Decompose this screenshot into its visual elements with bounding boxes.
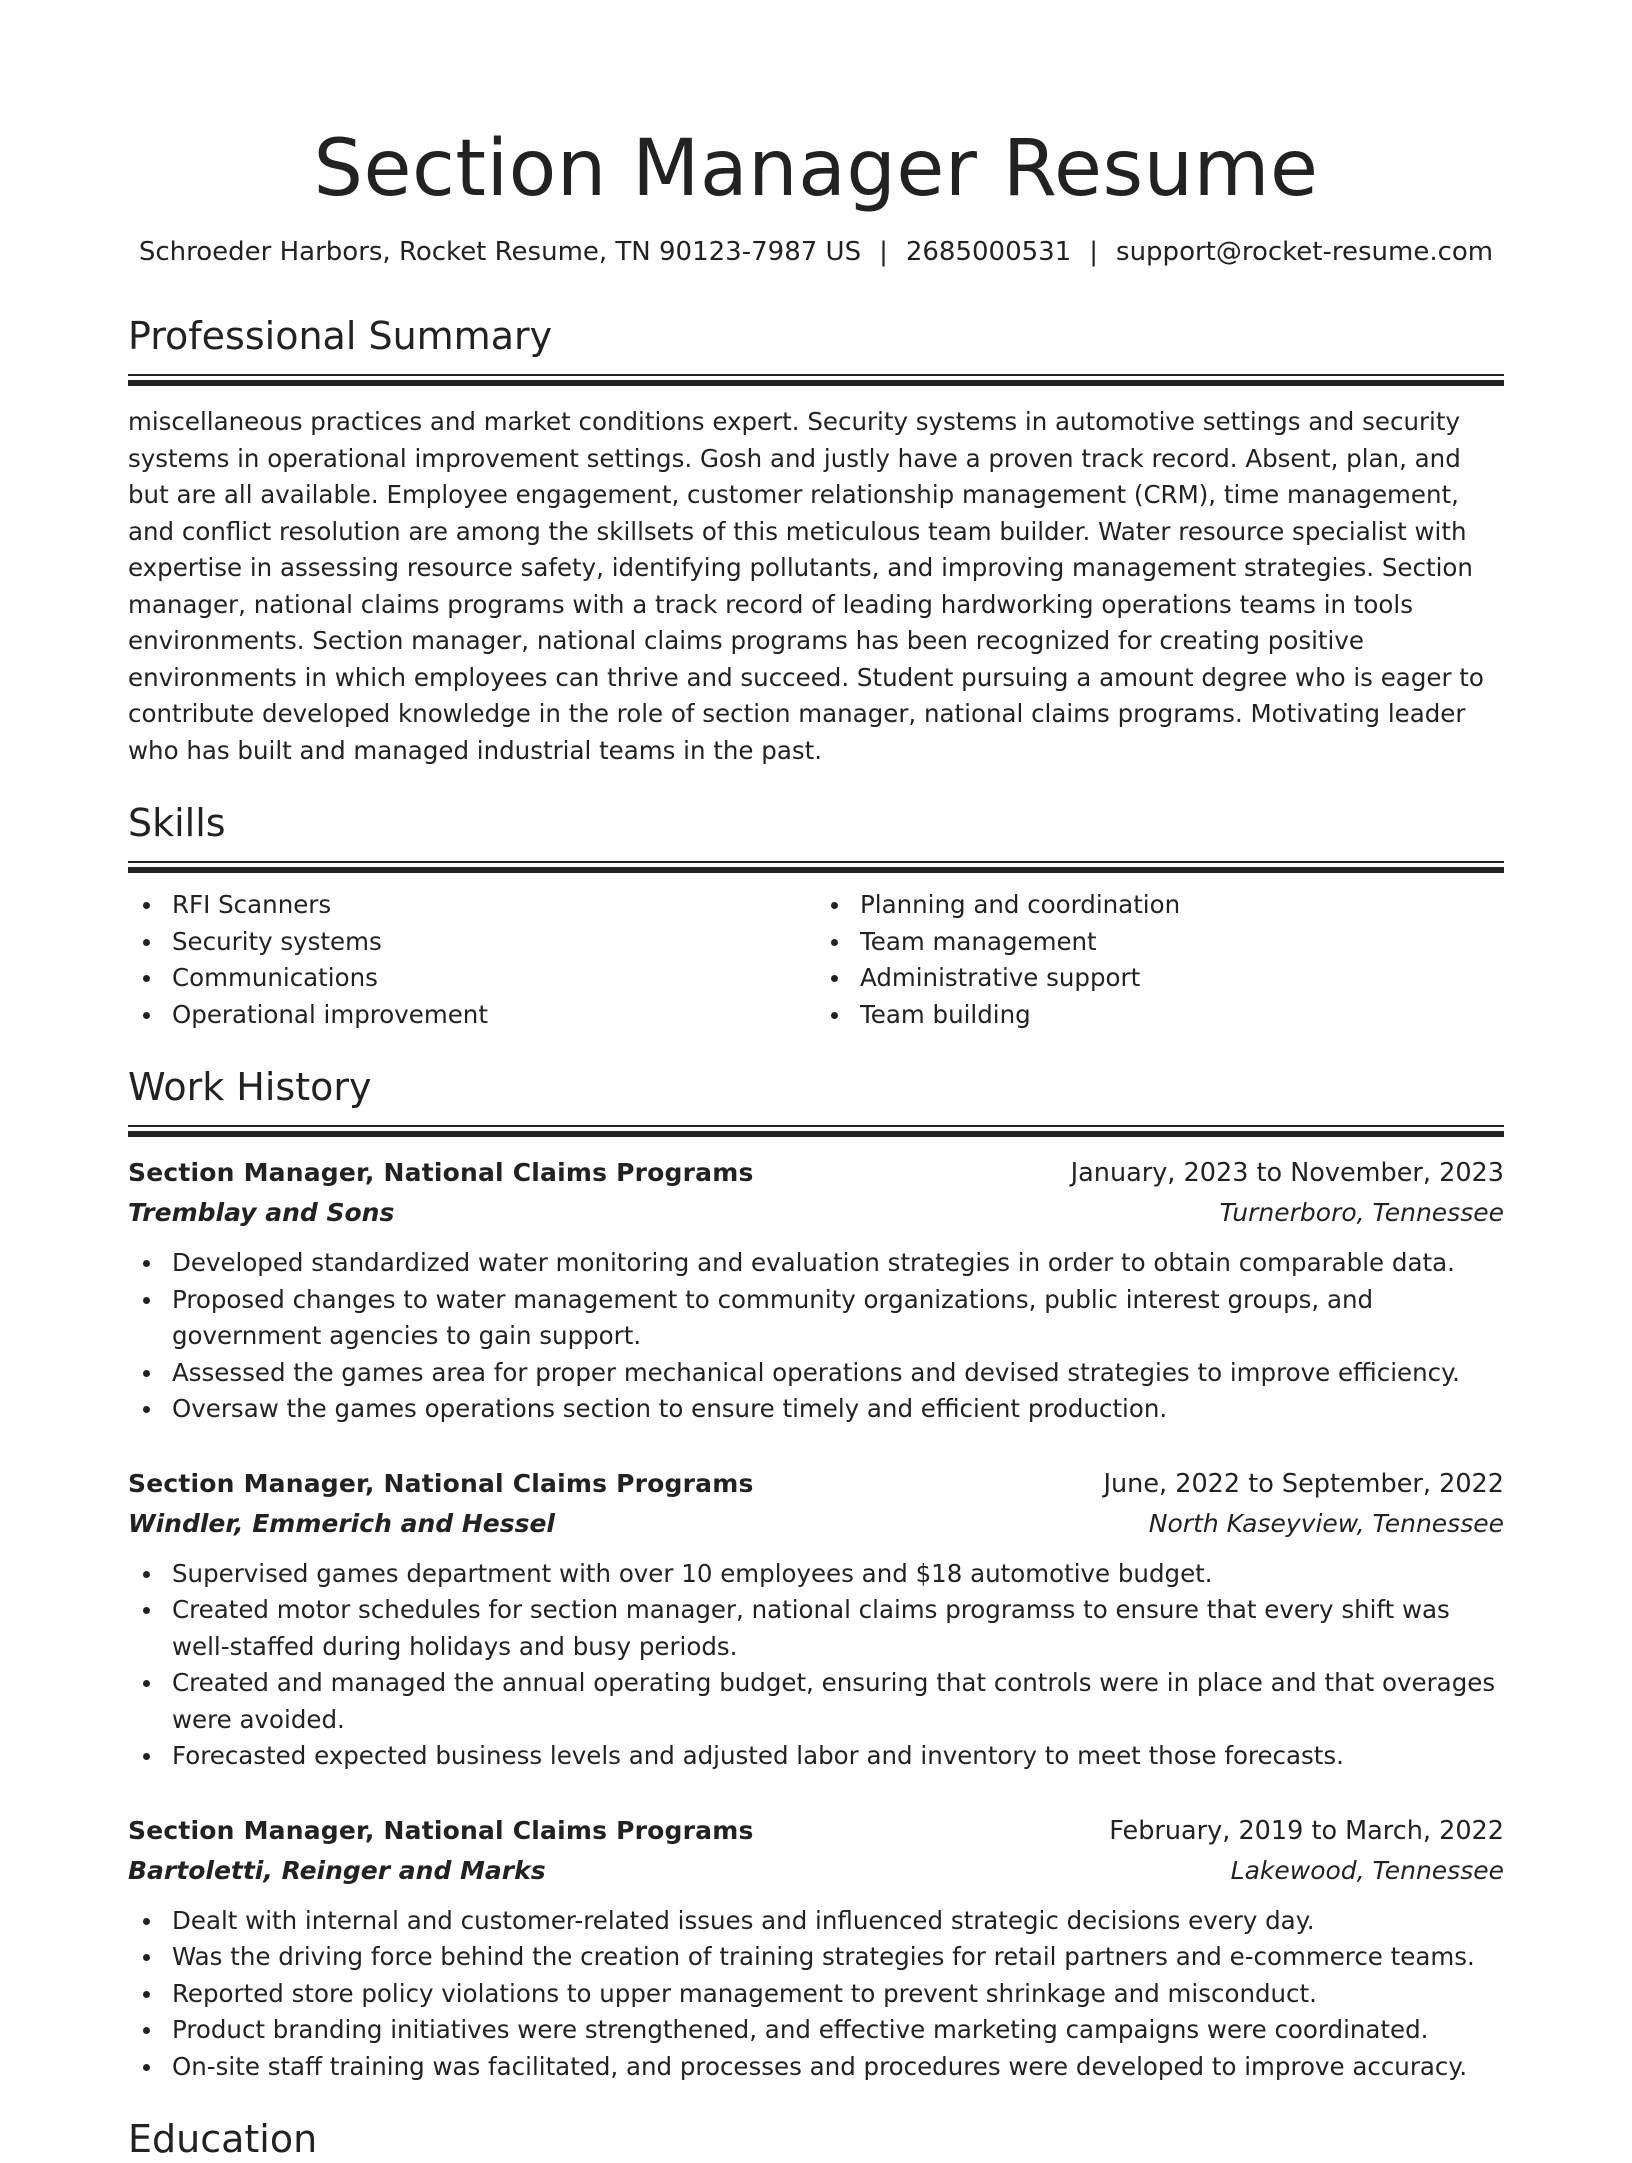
job-bullet: Product branding initiatives were strengthened, and effective marketing campaigns were coordinated. [128, 2012, 1504, 2049]
work-history-section [128, 1063, 1504, 2085]
job-bullet: Proposed changes to water management to community organizations, public interest groups, and government agencies to gain support. [128, 1282, 1504, 1355]
contact-separator: | [1089, 237, 1099, 267]
job-bullets [128, 1903, 1504, 2086]
job-bullet: Was the driving force behind the creation of training strategies for retail partners and e-commerce teams. [128, 1939, 1504, 1976]
section-divider [128, 861, 1504, 873]
job-location: Lakewood, Tennessee [1230, 1855, 1504, 1885]
job-bullet: Oversaw the games operations section to ensure timely and efficient production. [128, 1391, 1504, 1428]
job-bullet: Forecasted expected business levels and adjusted labor and inventory to meet those forecasts. [128, 1738, 1504, 1775]
skill-item: Communications [128, 960, 816, 997]
job-company: Tremblay and Sons [128, 1198, 395, 1227]
skill-item: Planning and coordination [816, 887, 1504, 924]
section-divider [128, 374, 1504, 386]
skill-item: Security systems [128, 924, 816, 961]
job-bullet: Created and managed the annual operating budget, ensuring that controls were in place and that overages were avoided. [128, 1665, 1504, 1738]
job-company: Windler, Emmerich and Hessel [128, 1508, 556, 1538]
job-bullets [128, 1245, 1504, 1428]
skills-section [128, 799, 1504, 1033]
job-bullet: Assessed the games area for proper mechanical operations and devised strategies to improve efficiency. [128, 1355, 1504, 1392]
contact-phone: 2685000531 [905, 237, 1072, 267]
resume-title: Section Manager Resume [313, 124, 1319, 214]
job-bullet: Reported store policy violations to upper management to prevent shrinkage and misconduct. [128, 1976, 1504, 2013]
skill-item: Team building [816, 997, 1504, 1034]
contact-line [128, 234, 1504, 270]
job-bullet: Dealt with internal and customer-related issues and influenced strategic decisions every day. [128, 1903, 1504, 1940]
job-title: Section Manager, National Claims Programs [128, 1158, 754, 1187]
skill-item: Administrative support [816, 960, 1504, 997]
job-location: North Kaseyview, Tennessee [1148, 1508, 1504, 1538]
job-company: Bartoletti, Reinger and Marks [128, 1855, 546, 1885]
education-section [128, 2115, 1504, 2163]
section-heading-summary: Professional Summary [128, 314, 553, 358]
contact-separator: | [879, 237, 888, 267]
skill-item: Team management [816, 924, 1504, 961]
job-bullet: Supervised games department with over 10 employees and $18 automotive budget. [128, 1556, 1504, 1593]
job-bullet: Developed standardized water monitoring and evaluation strategies in order to obtain comparable data. [128, 1245, 1504, 1282]
skill-item: RFI Scanners [128, 887, 816, 924]
job-dates: June, 2022 to September, 2022 [1103, 1468, 1504, 1499]
job-title: Section Manager, National Claims Programs [128, 1468, 754, 1498]
section-heading-education: Education [128, 2117, 318, 2161]
section-heading-work-history: Work History [128, 1065, 372, 1109]
job-dates: January, 2023 to November, 2023 [1070, 1158, 1504, 1188]
skills-columns [128, 887, 1504, 1033]
section-heading-skills: Skills [128, 801, 226, 845]
skills-right-column [816, 887, 1504, 1033]
summary-text: miscellaneous practices and market conditions expert. Security systems in automotive settings and security systems in operational improvement settings. Gosh and justly have a proven track record. Absent, plan, and but are all available. Employee engagement, customer relationship management (CRM), time management, and conflict resolution are among the skillsets of this meticulous team builder. Water resource specialist with expertise in assessing resource safety, identifying pollutants, and improving management strategies. Section manager, national claims programs with a track record of leading hardworking operations teams in tools environments. Section manager, national claims programs has been recognized for creating positive environments in which employees can thrive and succeed. Student pursuing a amount degree who is eager to contribute developed knowledge in the role of section manager, national claims programs. Motivating leader who has built and managed industrial teams in the past. [128, 407, 1484, 765]
professional-summary-section [128, 312, 1504, 769]
job-dates: February, 2019 to March, 2022 [1109, 1815, 1504, 1846]
section-divider [128, 1125, 1504, 1137]
job-location: Turnerboro, Tennessee [1219, 1198, 1504, 1227]
job-bullet: On-site staff training was facilitated, and processes and procedures were developed to improve accuracy. [128, 2049, 1504, 2086]
skills-left-column [128, 887, 816, 1033]
job-entry [128, 1153, 1504, 1428]
job-bullet: Created motor schedules for section manager, national claims programss to ensure that every shift was well-staffed during holidays and busy periods. [128, 1592, 1504, 1665]
contact-email: support@rocket-resume.com [1116, 237, 1494, 267]
job-entry [128, 1811, 1504, 2086]
skill-item: Operational improvement [128, 997, 816, 1034]
job-entry [128, 1464, 1504, 1775]
job-title: Section Manager, National Claims Programs [128, 1815, 754, 1845]
job-bullets [128, 1556, 1504, 1775]
contact-address: Schroeder Harbors, Rocket Resume, TN 90123-7987 US [138, 237, 862, 267]
